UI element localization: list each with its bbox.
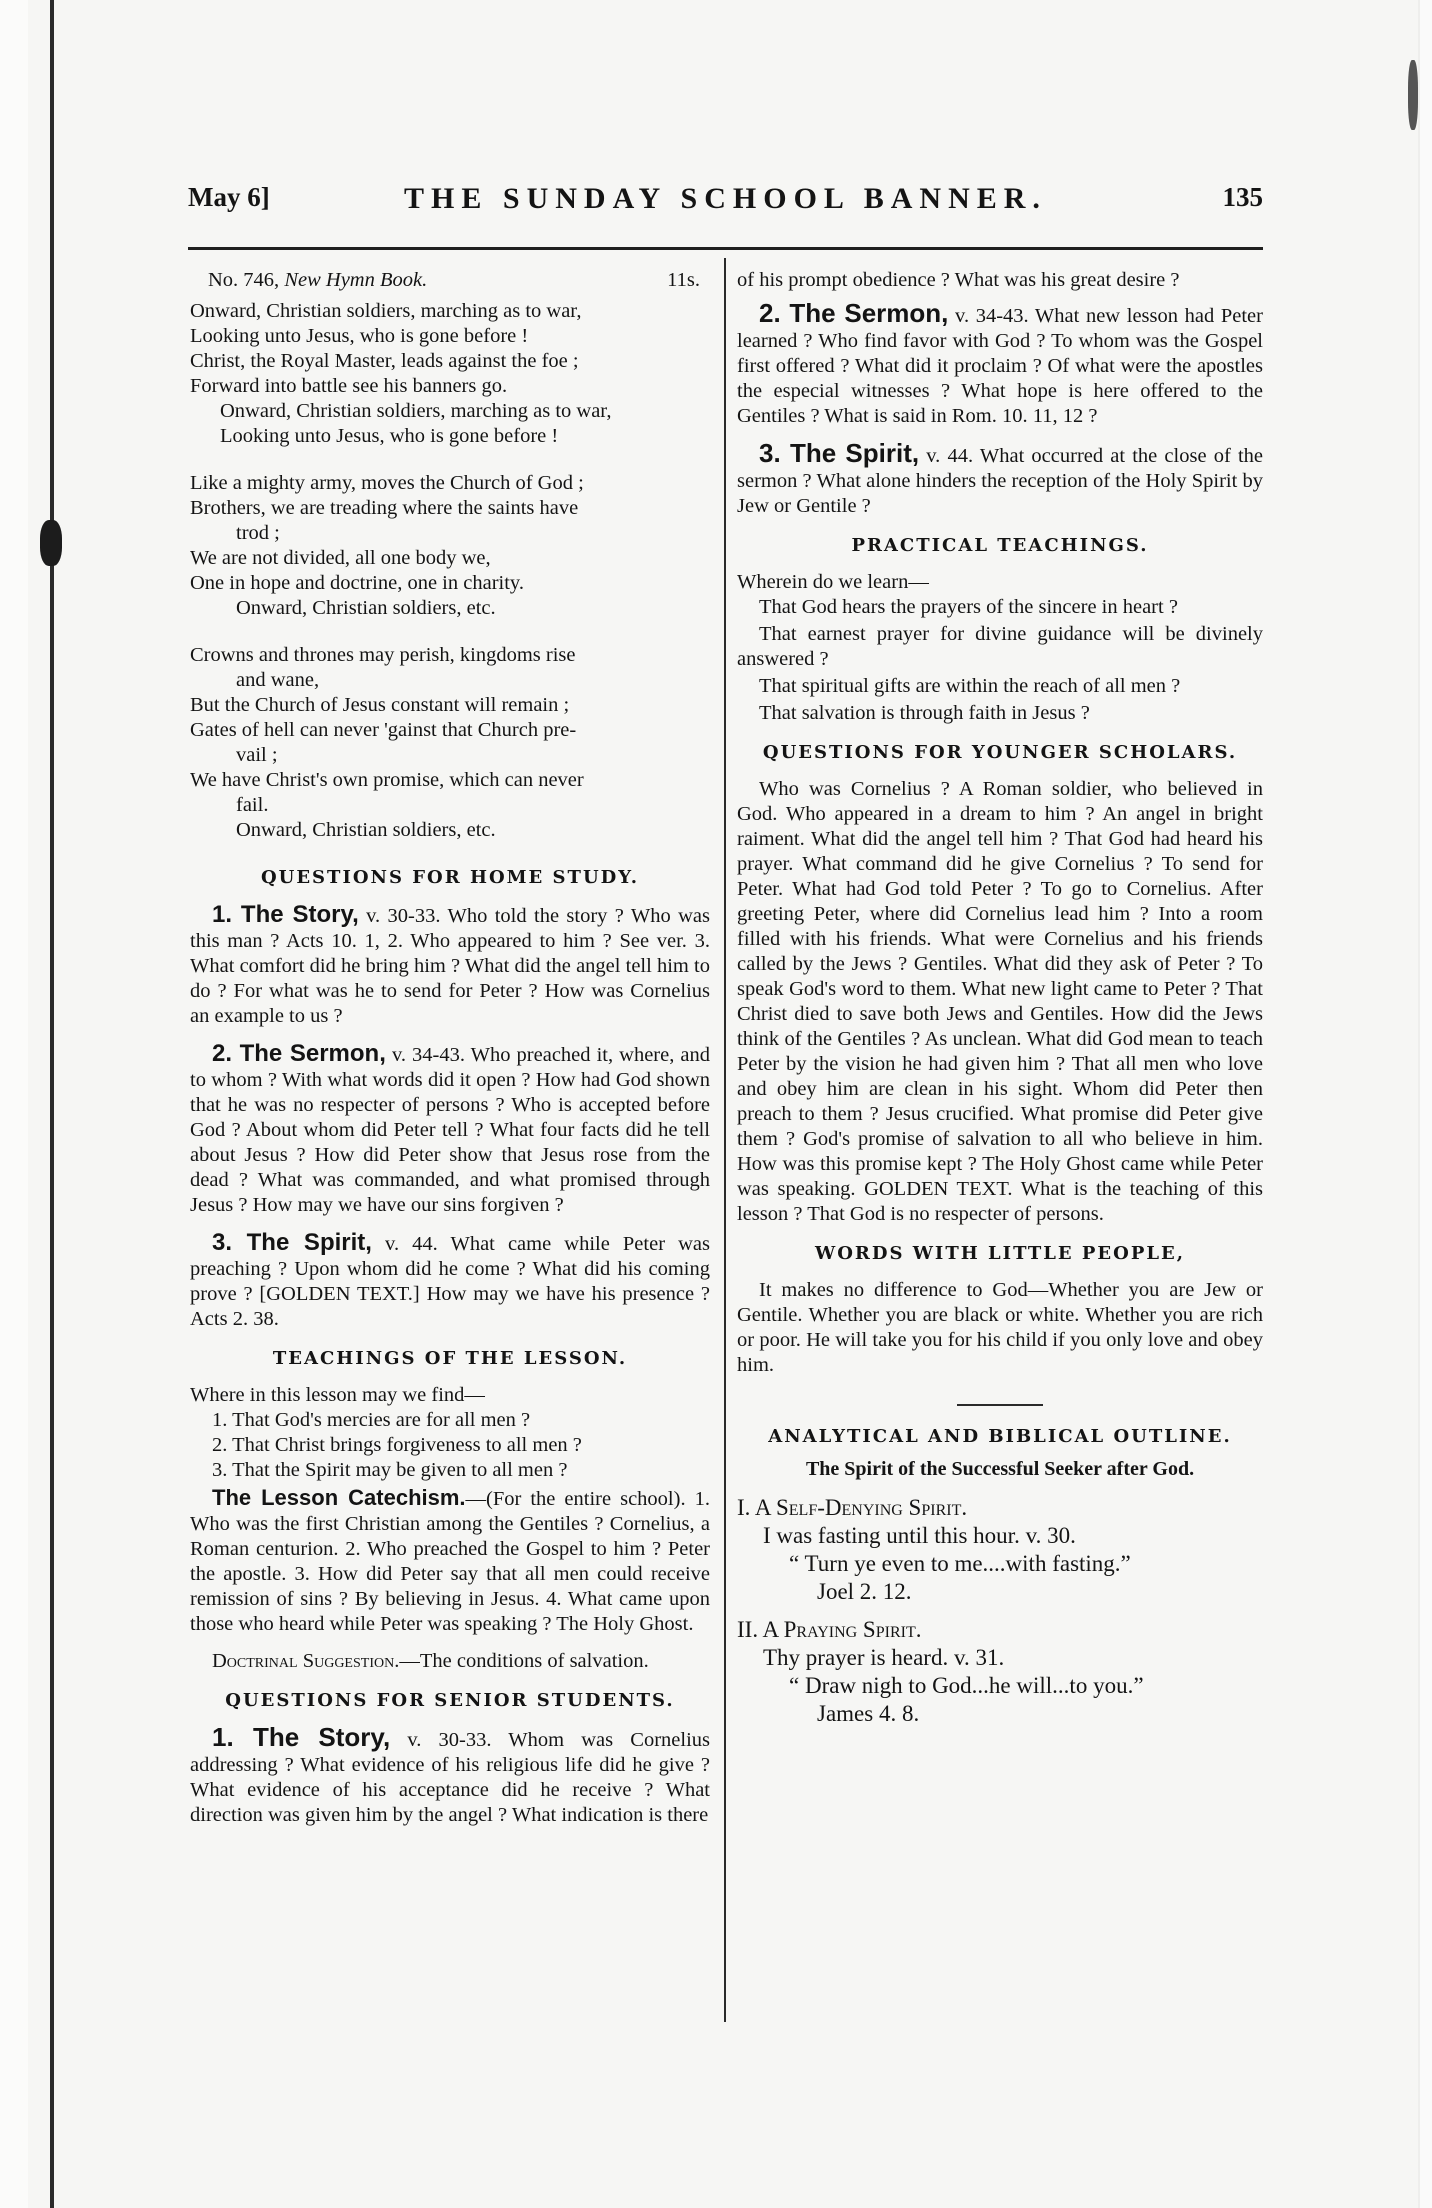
outline-line: Thy prayer is heard. v. 31.	[763, 1645, 1005, 1670]
teachings-title: TEACHINGS OF THE LESSON.	[272, 1348, 628, 1369]
header-title: THE SUNDAY SCHOOL BANNER.	[404, 182, 1047, 215]
ink-smudge	[40, 520, 62, 566]
senior-title: QUESTIONS FOR SENIOR STUDENTS.	[225, 1690, 675, 1711]
little-people-text: It makes no difference to God—Whether you are Jew or Gentile. Whether you are black or white. Whether you are rich or poor. He will take you for his child if you only love and obey him.	[737, 1279, 1263, 1376]
hymn-verse-1	[190, 299, 710, 449]
outline-ref: James 4. 8.	[817, 1701, 920, 1726]
home-study-item	[190, 1041, 710, 1218]
item-heading: 1. The Story,	[212, 1722, 391, 1752]
item-heading: 3. The Spirit,	[759, 438, 920, 468]
verse-line: fail.	[236, 794, 269, 816]
senior-story	[190, 1722, 710, 1828]
practical-title: PRACTICAL TEACHINGS.	[851, 535, 1149, 556]
practical-intro: Wherein do we learn—	[737, 571, 929, 593]
little-people-title: WORDS WITH LITTLE PEOPLE,	[814, 1243, 1185, 1264]
page-edge-left	[0, 0, 28, 2208]
verse-line: Onward, Christian soldiers, etc.	[236, 819, 496, 841]
younger-text: Who was Cornelius ? A Roman soldier, who believed in God. Who appeared in a dream to him ? An angel in bright raiment. What did the angel tell him ? That God had heard his prayer. What command did he give Cornelius ? To send for Peter. What had God told Peter ? To go to Cornelius. After greeting Peter, where did Cornelius lead him ? Into a room filled with his friends. What were Cornelius and his friends called by the Jews ? Gentiles. What did they ask of Peter ? To speak God's word to them. What new light came to Peter ? That Christ died to save both Jews and Gentiles. How did the Jews think of the Gentiles ? As unclean. What did God mean to teach Peter by the vision he had given him ? That all men who love and obey him are clean in his sight. Whom did Peter then preach to them ? Jesus crucified. What promise did Peter give them ? God's promise of salvation to all who believe in him. How was this promise kept ? The Holy Ghost came while Peter was speaking. GOLDEN TEXT. What is the teaching of this lesson ? That God is no respecter of persons.	[737, 778, 1263, 1225]
practical-item: That salvation is through faith in Jesus ?	[759, 702, 1090, 724]
home-study-item	[190, 902, 710, 1029]
outline-title: ANALYTICAL AND BIBLICAL OUTLINE.	[768, 1426, 1232, 1447]
teachings-item: 1. That God's mercies are for all men ?	[212, 1409, 531, 1431]
catechism-text: —(For the entire school). 1. Who was the first Christian among the Gentiles ? Cornelius, a Roman centurion. 2. Who preached the Gospel to him ? Peter the apostle. 3. How did Peter say that all men could receive remission of sins ? By believing in Jesus. 4. What came upon those who heard while Peter was speaking ? The Holy Ghost.	[190, 1488, 710, 1635]
home-study-title: QUESTIONS FOR HOME STUDY.	[260, 867, 640, 888]
doctrinal-label: Doctrinal Suggestion.	[212, 1650, 400, 1672]
verse-line: and wane,	[236, 669, 320, 691]
outline-heading: II. A Praying Spirit.	[737, 1617, 922, 1642]
senior-sermon	[737, 298, 1263, 429]
item-heading: 2. The Sermon,	[212, 1040, 386, 1067]
verse-line: Looking unto Jesus, who is gone before !	[220, 425, 559, 447]
header-rule	[188, 247, 1263, 250]
verse-line: Brothers, we are treading where the saints have	[190, 497, 579, 519]
item-text: v. 34-43. Who preached it, where, and to whom ? With what words did it open ? How had God shown that he was no respecter of persons ? Who is accepted before God ? About whom did Peter tell ? What four facts did he tell about Jesus ? How did Peter show that Jesus rose from the dead ? What was commanded, and what promised through Jesus ? How may we have our sins forgiven ?	[190, 1044, 710, 1216]
verse-line: Looking unto Jesus, who is gone before !	[190, 325, 529, 347]
right-column	[737, 268, 1263, 1728]
column-rule	[724, 258, 726, 2022]
outline-subtitle: The Spirit of the Successful Seeker after God.	[805, 1458, 1195, 1480]
senior-story-cont: of his prompt obedience ? What was his great desire ?	[737, 269, 1180, 291]
verse-line: One in hope and doctrine, one in charity.	[190, 572, 524, 594]
hymn-number: No. 746,	[208, 269, 280, 291]
divider	[957, 1404, 1043, 1406]
item-text: v. 34-43. What new lesson had Peter learned ? Who find favor with God ? To whom was the Gospel first offered ? What did it proclaim ? Of what were the apostles the especial witnesses ? What hope is here offered to the Gentiles ? What is said in Rom. 10. 11, 12 ?	[737, 305, 1263, 427]
practical-item: That God hears the prayers of the sincere in heart ?	[759, 596, 1178, 618]
doctrinal-suggestion	[190, 1649, 710, 1674]
item-heading: 3. The Spirit,	[212, 1229, 372, 1256]
verse-line: We have Christ's own promise, which can never	[190, 769, 584, 791]
outline-quote: “ Turn ye even to me....with fasting.”	[789, 1551, 1131, 1576]
verse-line: Onward, Christian soldiers, etc.	[236, 597, 496, 619]
hymn-verse-3	[190, 643, 710, 843]
outline-ref: Joel 2. 12.	[817, 1579, 912, 1604]
item-text: v. 30-33. Whom was Cornelius addressing ? What evidence of his religious life did he give ? What evidence of his acceptance did he receive ? What direction was given him by the angel ? What indication is there	[190, 1729, 710, 1826]
page-edge-right	[1420, 0, 1432, 2208]
practical-item: That earnest prayer for divine guidance will be divinely answered ?	[737, 623, 1263, 670]
teachings-item: 2. That Christ brings forgiveness to all men ?	[212, 1434, 582, 1456]
outline-heading: I. A Self-Denying Spirit.	[737, 1495, 968, 1520]
outline-line: I was fasting until this hour. v. 30.	[763, 1523, 1076, 1548]
hymn-book: New Hymn Book.	[284, 269, 428, 291]
verse-line: Like a mighty army, moves the Church of God ;	[190, 472, 584, 494]
doctrinal-text: —The conditions of salvation.	[399, 1650, 649, 1672]
header-date: May 6]	[188, 182, 270, 212]
verse-line: But the Church of Jesus constant will remain ;	[190, 694, 570, 716]
verse-line: We are not divided, all one body we,	[190, 547, 491, 569]
verse-line: Christ, the Royal Master, leads against the foe ;	[190, 350, 579, 372]
hymn-meter: 11s.	[667, 269, 700, 291]
verse-line: Crowns and thrones may perish, kingdoms rise	[190, 644, 576, 666]
item-text: v. 44. What came while Peter was preaching ? Upon whom did he come ? What did his coming prove ? [GOLDEN TEXT.] How may we have his presence ? Acts 2. 38.	[190, 1233, 710, 1330]
binding-line	[50, 0, 54, 2208]
catechism-heading: The Lesson Catechism.	[212, 1485, 466, 1510]
verse-line: vail ;	[236, 744, 278, 766]
verse-line: Onward, Christian soldiers, marching as to war,	[220, 400, 612, 422]
left-column	[190, 268, 710, 1840]
verse-line: trod ;	[236, 522, 280, 544]
verse-line: Onward, Christian soldiers, marching as to war,	[190, 300, 582, 322]
page-number: 135	[1222, 182, 1263, 212]
hymn-verse-2	[190, 471, 710, 621]
senior-spirit	[737, 438, 1263, 519]
item-heading: 2. The Sermon,	[759, 298, 949, 328]
item-text: v. 44. What occurred at the close of the sermon ? What alone hinders the reception of the Holy Spirit by Jew or Gentile ?	[737, 445, 1263, 517]
teachings-intro: Where in this lesson may we find—	[190, 1384, 485, 1406]
teachings-item: 3. That the Spirit may be given to all men ?	[212, 1459, 568, 1481]
outline-quote: “ Draw nigh to God...he will...to you.”	[789, 1673, 1144, 1698]
home-study-item	[190, 1230, 710, 1332]
corner-mark	[1408, 60, 1418, 130]
younger-title: QUESTIONS FOR YOUNGER SCHOLARS.	[762, 742, 1238, 763]
catechism	[190, 1485, 710, 1637]
item-heading: 1. The Story,	[212, 901, 359, 928]
hymn-heading	[208, 268, 700, 293]
practical-item: That spiritual gifts are within the reach of all men ?	[759, 675, 1181, 697]
verse-line: Forward into battle see his banners go.	[190, 375, 508, 397]
verse-line: Gates of hell can never 'gainst that Church pre-	[190, 719, 577, 741]
item-text: v. 30-33. Who told the story ? Who was this man ? Acts 10. 1, 2. Who appeared to him ? See ver. 3. What comfort did he bring him ? What did the angel tell him to do ? For what was he to send for Peter ? How was Cornelius an example to us ?	[190, 905, 710, 1027]
running-header	[188, 182, 1263, 232]
